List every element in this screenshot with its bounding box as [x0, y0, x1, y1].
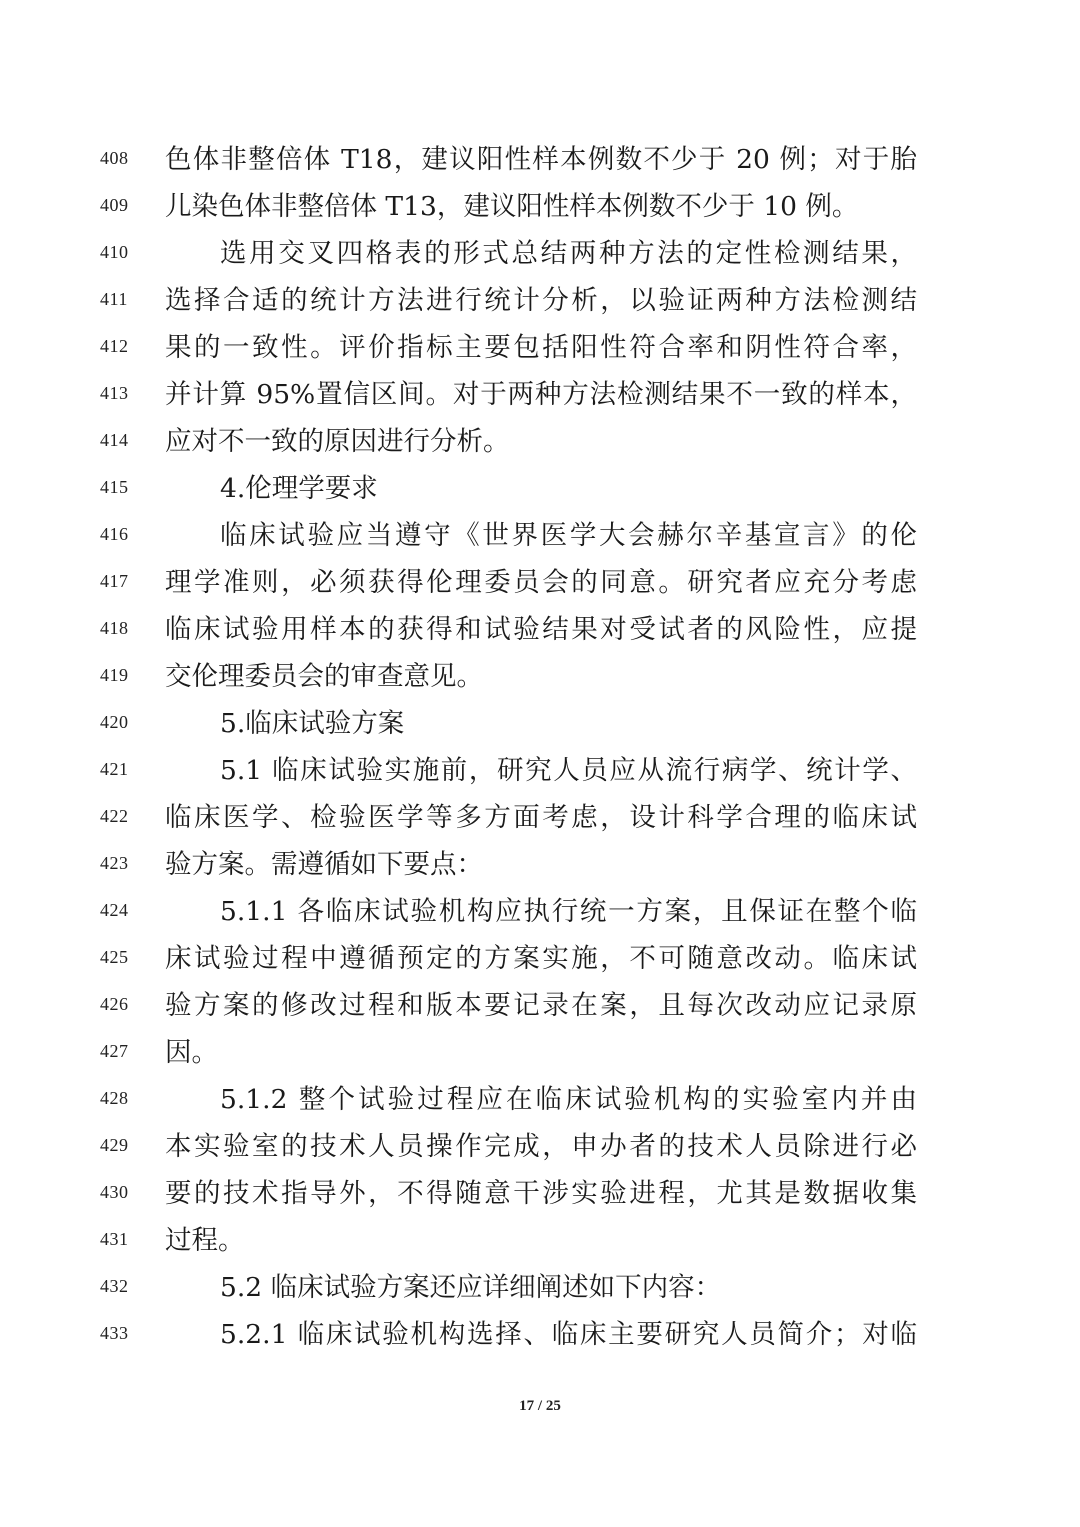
- line-text: 应对不一致的原因进行分析。: [165, 426, 510, 457]
- line-number: 428: [100, 1088, 129, 1108]
- section-heading: 4.伦理学要求: [220, 473, 378, 504]
- line-number: 408: [100, 148, 129, 168]
- text-line: [0, 234, 1080, 274]
- line-number: 423: [100, 853, 129, 873]
- text-line: [0, 140, 1080, 180]
- line-text: 临床试验应当遵守《世界医学大会赫尔辛基宣言》的伦: [220, 520, 917, 551]
- line-number: 410: [100, 242, 129, 262]
- line-text: 果的一致性。评价指标主要包括阳性符合率和阴性符合率，: [165, 332, 917, 363]
- line-number: 412: [100, 336, 129, 356]
- text-line: [0, 563, 1080, 603]
- line-text: 验方案的修改过程和版本要记录在案，且每次改动应记录原: [165, 990, 917, 1021]
- text-line: [0, 422, 1080, 462]
- line-number: 429: [100, 1135, 129, 1155]
- text-line: [0, 1033, 1080, 1073]
- line-text: 临床医学、检验医学等多方面考虑，设计科学合理的临床试: [165, 802, 917, 833]
- text-line: [0, 704, 1080, 744]
- line-text: 5.2.1 临床试验机构选择、临床主要研究人员简介；对临: [220, 1319, 917, 1350]
- line-number: 424: [100, 900, 129, 920]
- text-line: [0, 1315, 1080, 1355]
- text-line: [0, 751, 1080, 791]
- text-line: [0, 1221, 1080, 1261]
- page-number: 17 / 25: [519, 1398, 561, 1414]
- line-number: 414: [100, 430, 129, 450]
- text-line: [0, 1080, 1080, 1120]
- text-line: [0, 1174, 1080, 1214]
- line-number: 416: [100, 524, 129, 544]
- line-text: 儿染色体非整倍体 T13，建议阳性样本例数不少于 10 例。: [165, 191, 859, 222]
- line-text: 色体非整倍体 T18，建议阳性样本例数不少于 20 例；对于胎: [165, 144, 917, 175]
- line-number: 432: [100, 1276, 129, 1296]
- text-line: [0, 281, 1080, 321]
- line-text: 床试验过程中遵循预定的方案实施，不可随意改动。临床试: [165, 943, 917, 974]
- line-number: 420: [100, 712, 129, 732]
- line-number: 426: [100, 994, 129, 1014]
- line-number: 419: [100, 665, 129, 685]
- text-line: [0, 892, 1080, 932]
- line-text: 本实验室的技术人员操作完成，申办者的技术人员除进行必: [165, 1131, 917, 1162]
- text-line: [0, 939, 1080, 979]
- line-number: 417: [100, 571, 129, 591]
- line-number: 422: [100, 806, 129, 826]
- line-number: 409: [100, 195, 129, 215]
- text-line: [0, 610, 1080, 650]
- section-heading: 5.临床试验方案: [220, 708, 405, 739]
- text-line: [0, 1127, 1080, 1167]
- line-text: 5.1.2 整个试验过程应在临床试验机构的实验室内并由: [220, 1084, 917, 1115]
- line-text: 5.2 临床试验方案还应详细阐述如下内容：: [220, 1272, 722, 1303]
- line-text: 验方案。需遵循如下要点：: [165, 849, 483, 880]
- line-number: 433: [100, 1323, 129, 1343]
- line-text: 要的技术指导外，不得随意干涉实验进程，尤其是数据收集: [165, 1178, 917, 1209]
- text-line: [0, 328, 1080, 368]
- text-line: [0, 469, 1080, 509]
- line-number: 418: [100, 618, 129, 638]
- text-line: [0, 375, 1080, 415]
- line-number: 421: [100, 759, 129, 779]
- line-number: 431: [100, 1229, 129, 1249]
- line-number: 415: [100, 477, 129, 497]
- text-line: [0, 187, 1080, 227]
- line-text: 并计算 95%置信区间。对于两种方法检测结果不一致的样本，: [165, 379, 917, 410]
- line-number: 413: [100, 383, 129, 403]
- line-text: 交伦理委员会的审查意见。: [165, 661, 483, 692]
- line-number: 411: [100, 289, 128, 309]
- line-text: 5.1 临床试验实施前，研究人员应从流行病学、统计学、: [220, 755, 917, 786]
- line-text: 临床试验用样本的获得和试验结果对受试者的风险性，应提: [165, 614, 917, 645]
- line-text: 5.1.1 各临床试验机构应执行统一方案，且保证在整个临: [220, 896, 917, 927]
- text-line: [0, 1268, 1080, 1308]
- line-text: 选用交叉四格表的形式总结两种方法的定性检测结果，: [220, 238, 917, 269]
- line-number: 425: [100, 947, 129, 967]
- line-text: 选择合适的统计方法进行统计分析，以验证两种方法检测结: [165, 285, 917, 316]
- line-number: 427: [100, 1041, 129, 1061]
- line-number: 430: [100, 1182, 129, 1202]
- line-text: 过程。: [165, 1225, 245, 1256]
- line-text: 理学准则，必须获得伦理委员会的同意。研究者应充分考虑: [165, 567, 917, 598]
- text-line: [0, 986, 1080, 1026]
- text-line: [0, 798, 1080, 838]
- text-line: [0, 657, 1080, 697]
- text-line: [0, 516, 1080, 556]
- text-line: [0, 845, 1080, 885]
- line-text: 因。: [165, 1037, 218, 1068]
